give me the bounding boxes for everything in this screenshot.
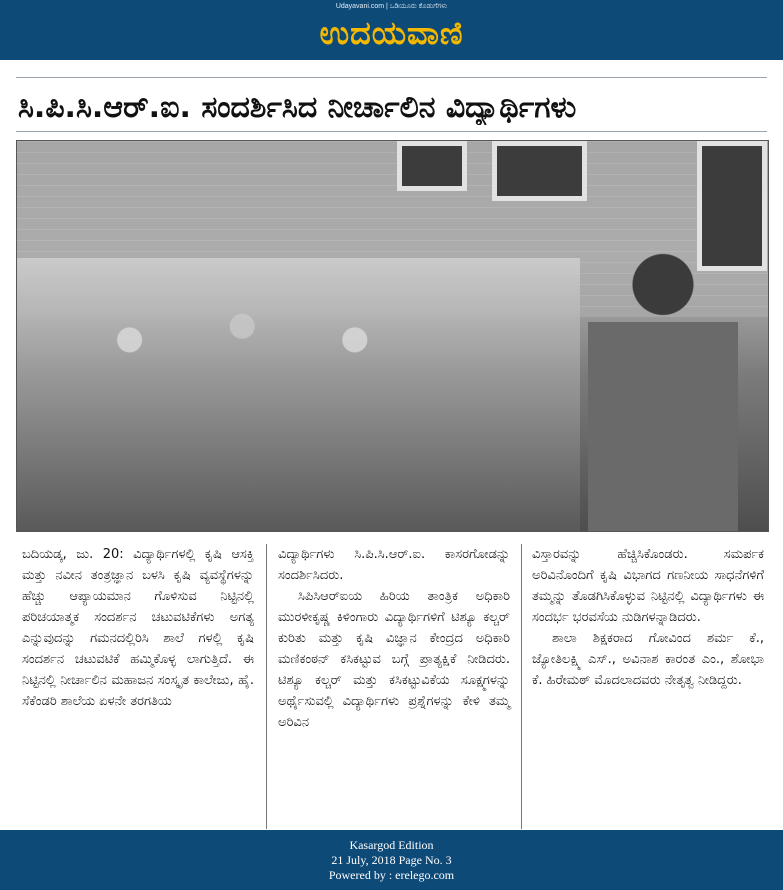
udayavani-logo: ಉದಯವಾಣಿ <box>319 14 464 52</box>
photo-window-right <box>492 141 587 201</box>
paragraph: ವಿದ್ಯಾರ್ಥಿಗಳು ಸಿ.ಪಿ.ಸಿ.ಆರ್.ಐ. ಕಾಸರಗೋಡನ್ನು ಸಂದರ್ಶಿಸಿದರು. <box>278 547 510 583</box>
headline-bottom-rule <box>16 131 767 132</box>
news-photo <box>16 140 769 532</box>
article-column-2 <box>278 544 510 733</box>
footer-powered-by[interactable]: Powered by : erelego.com <box>328 868 455 882</box>
column-divider <box>266 544 267 829</box>
column-divider <box>521 544 522 829</box>
footer-edition: Kasargod Edition <box>349 838 434 852</box>
photo-students <box>17 258 580 531</box>
article-headline: ಸಿ.ಪಿ.ಸಿ.ಆರ್.ಐ. ಸಂದರ್ಶಿಸಿದ ನೀರ್ಚಾಲಿನ ವಿದ್ಯಾರ್ಥಿಗಳು <box>18 90 577 125</box>
photo-man <box>588 241 738 531</box>
paragraph: ವಿಸ್ತಾರವನ್ನು ಹೆಚ್ಚಿಸಿಕೊಂಡರು. ಸಮರ್ಪಕ ಅರಿವಿನೊಂದಿಗೆ ಕೃಷಿ ವಿಭಾಗದ ಗಣನೀಯ ಸಾಧನೆಗಳಿಗೆ ತಮ್ಮನ್ನು ತೊಡಗಿಸಿಕೊಳ್ಳುವ ನಿಟ್ಟಿನಲ್ಲಿ ವಿದ್ಯಾರ್ಥಿಗಳು ಈ ಸಂದರ್ಭ ಭರವಸೆಯ ನುಡಿಗಳನ್ನಾಡಿದರು. <box>532 547 764 625</box>
masthead-tagline: Udayavani.com | ಒಡಿಯೂರು ಕೊಡುಗೆಗಳು <box>335 3 448 10</box>
paragraph: ಬದಿಯಡ್ಕ, ಜು. 20: ವಿದ್ಯಾರ್ಥಿಗಳಲ್ಲಿ ಕೃಷಿ ಆಸಕ್ತಿ ಮತ್ತು ನವೀನ ತಂತ್ರಜ್ಞಾನ ಬಳಸಿ ಕೃಷಿ ವ್ಯವಸ್ಥೆಗಳನ್ನು ಹೆಚ್ಚು ಆಪ್ಯಾಯಮಾನ ಗೊಳಿಸುವ ನಿಟ್ಟಿನಲ್ಲಿ ಪರಿಚಯಾತ್ಮಕ ಸಂದರ್ಶನ ಚಟುವಟಿಕೆಗಳು ಅಗತ್ಯ ಎನ್ನುವುದನ್ನು ಗಮನದಲ್ಲಿರಿಸಿ ಶಾಲೆ ಗಳಲ್ಲಿ ಕೃಷಿ ಸಂದರ್ಶನ ಚಟುವಟಿಕೆ ಹಮ್ಮಿಕೊಳ್ಳ ಲಾಗುತ್ತಿದೆ. ಈ ನಿಟ್ಟಿನಲ್ಲಿ ನೀರ್ಚಾಲಿನ ಮಹಾಜನ ಸಂಸ್ಕೃತ ಕಾಲೇಜು, ಹೈ. ಸೆಕೆಂಡರಿ ಶಾಲೆಯ ಏಳನೇ ತರಗತಿಯ <box>22 547 254 709</box>
article-column-3 <box>532 544 764 691</box>
footer-date-page: 21 July, 2018 Page No. 3 <box>331 853 452 867</box>
footer-bar <box>0 830 783 890</box>
article-body <box>22 544 762 834</box>
photo-window-left <box>397 141 467 191</box>
paragraph: ಸಿಪಿಸಿಆರ್‌ಐಯ ಹಿರಿಯ ತಾಂತ್ರಿಕ ಅಧಿಕಾರಿ ಮುರಳೀಕೃಷ್ಣ ಕಿಳಿಂಗಾರು ವಿದ್ಯಾರ್ಥಿಗಳಿಗೆ ಟಿಶ್ಯೂ ಕಲ್ಚರ್ ಕುರಿತು ಮತ್ತು ಕೃಷಿ ವಿಜ್ಞಾನ ಕೇಂದ್ರದ ಅಧಿಕಾರಿ ಮಣಿಕಂಠನ್ ಕಸಿಕಟ್ಟುವ ಬಗ್ಗೆ ಪ್ರಾತ್ಯಕ್ಷಿಕೆ ನೀಡಿದರು. ಟಿಶ್ಯೂ ಕಲ್ಚರ್ ಮತ್ತು ಕಸಿಕಟ್ಟುವಿಕೆಯ ಸೂಕ್ಷ್ಮಗಳನ್ನು ಅರ್ಥೈಸುವಲ್ಲಿ ವಿದ್ಯಾರ್ಥಿಗಳು ಪ್ರಶ್ನೆಗಳನ್ನು ಕೇಳಿ ತಮ್ಮ ಅರಿವಿನ <box>278 589 510 730</box>
masthead-bar <box>0 0 783 60</box>
article-column-1 <box>22 544 254 712</box>
paragraph: ಶಾಲಾ ಶಿಕ್ಷಕರಾದ ಗೋವಿಂದ ಶರ್ಮ ಕೆ., ಜ್ಯೋತಿಲಕ್ಷ್ಮಿ ಎಸ್., ಅವಿನಾಶ ಕಾರಂತ ಎಂ., ಶೋಭಾ ಕೆ. ಹಿರೇಮಠ್ ಮೊದಲಾದವರು ನೇತೃತ್ವ ನೀಡಿದ್ದರು. <box>532 631 764 688</box>
headline-top-rule <box>16 77 767 78</box>
